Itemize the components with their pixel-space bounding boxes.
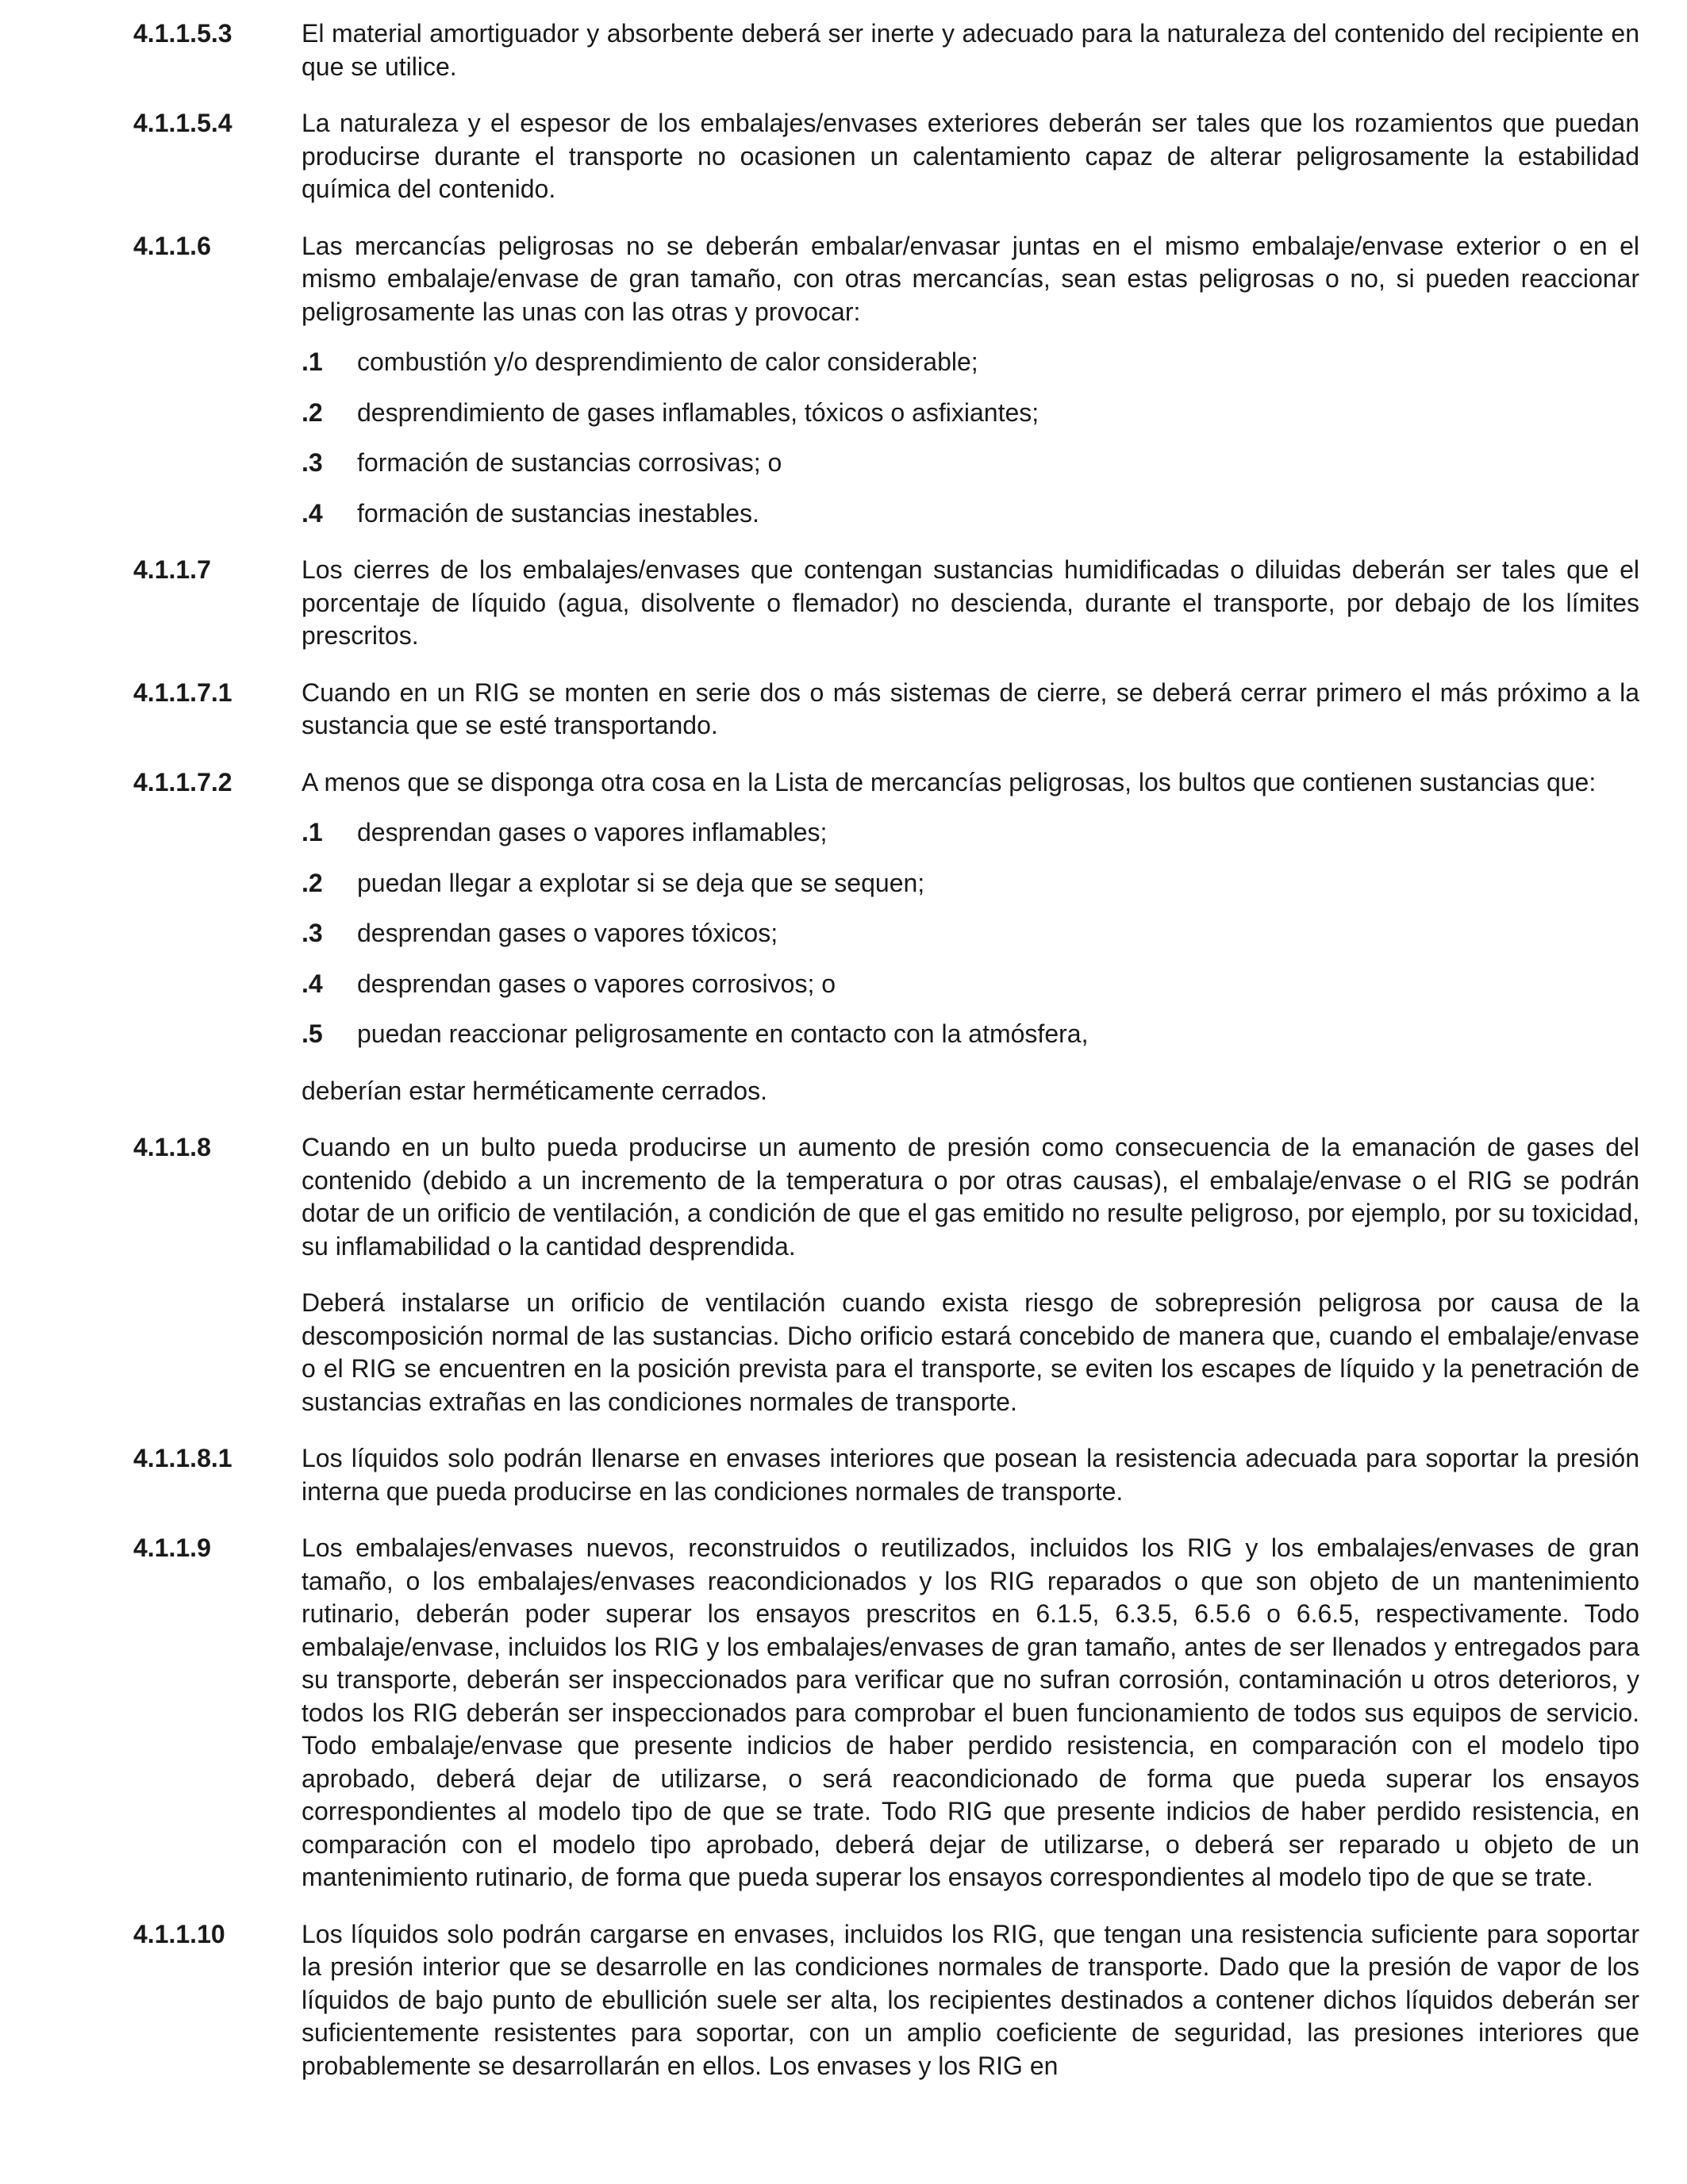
enumerated-list: [302, 346, 1639, 530]
clause-4-1-1-10: [133, 1918, 1639, 2083]
list-item-text: formación de sustancias corrosivas; o: [357, 448, 782, 477]
clause-body: [302, 1131, 1639, 1418]
list-item: [302, 816, 1639, 850]
clause-body: [302, 1532, 1639, 1894]
list-item-number: .5: [302, 1019, 323, 1048]
clause-number: 4.1.1.5.4: [133, 109, 232, 137]
clause-body: [302, 766, 1639, 1108]
clause-paragraph: El material amortiguador y absorbente deberá ser inerte y adecuado para la naturaleza del contenido del recipiente en que se utilice.: [302, 19, 1639, 81]
clause-paragraph: Las mercancías peligrosas no se deberán embalar/envasar juntas en el mismo embalaje/envase exterior o en el mismo embalaje/envase de gran tamaño, con otras mercancías, sean estas peligrosas o no, si pueden reaccionar peligrosamente las unas con las otras y provocar:: [302, 231, 1639, 326]
list-item-number: .2: [302, 397, 323, 427]
enumerated-list: [302, 816, 1639, 1051]
clause-number: 4.1.1.10: [133, 1919, 225, 1948]
clause-4-1-1-7-2: [133, 766, 1639, 1108]
list-item-number: .4: [302, 498, 323, 528]
clause-number: 4.1.1.8.1: [133, 1444, 232, 1472]
clause-body: [302, 1442, 1639, 1508]
clause-4-1-1-9: [133, 1532, 1639, 1894]
clause-4-1-1-6: [133, 230, 1639, 531]
clause-body: [302, 17, 1639, 83]
list-item: [302, 867, 1639, 900]
list-item-text: desprendan gases o vapores inflamables;: [357, 818, 828, 846]
clause-4-1-1-8-1: [133, 1442, 1639, 1508]
clause-paragraph: Los líquidos solo podrán llenarse en envases interiores que posean la resistencia adecuada para soportar la presión interna que pueda producirse en las condiciones normales de transporte.: [302, 1444, 1639, 1506]
clause-closing-text: deberían estar herméticamente cerrados.: [302, 1076, 767, 1105]
list-item: [302, 397, 1639, 430]
list-item-number: .3: [302, 448, 323, 477]
clause-body: [302, 677, 1639, 743]
list-item-text: desprendan gases o vapores corrosivos; o: [357, 969, 836, 998]
clause-number: 4.1.1.7.2: [133, 767, 232, 796]
clause-4-1-1-7: [133, 554, 1639, 653]
list-item: [302, 447, 1639, 480]
list-item-text: desprendimiento de gases inflamables, tóxicos o asfixiantes;: [357, 397, 1039, 427]
clause-body: [302, 230, 1639, 531]
clause-body: [302, 554, 1639, 653]
list-item: [302, 346, 1639, 379]
list-item-text: desprendan gases o vapores tóxicos;: [357, 919, 778, 947]
clause-number: 4.1.1.7: [133, 555, 211, 584]
list-item-number: .4: [302, 969, 323, 998]
clause-body: [302, 107, 1639, 206]
clause-number: 4.1.1.9: [133, 1533, 211, 1562]
list-item-number: .1: [302, 347, 323, 376]
clause-number: 4.1.1.8: [133, 1133, 211, 1161]
list-item-text: puedan llegar a explotar si se deja que se sequen;: [357, 868, 925, 897]
clause-4-1-1-5-3: [133, 17, 1639, 83]
clause-paragraph: Cuando en un RIG se monten en serie dos o más sistemas de cierre, se deberá cerrar primero el más próximo a la sustancia que se esté transportando.: [302, 677, 1639, 739]
list-item: [302, 968, 1639, 1001]
list-item: [302, 497, 1639, 531]
clause-paragraph: Los embalajes/envases nuevos, reconstruidos o reutilizados, incluidos los RIG y los embalajes/envases de gran tamaño, o los embalajes/envases reacondicionados y los RIG reparados o que son objeto de un mantenimiento rutinario, deberán poder superar los ensayos prescritos en 6.1.5, 6.3.5, 6.5.6 o 6.6.5, respectivamente. Todo embalaje/envase, incluidos los RIG y los embalajes/envases de gran tamaño, antes de ser llenados y entregados para su transporte, deberán ser inspeccionados para verificar que no sufran corrosión, contaminación u otros deterioros, y todos los RIG deberán ser inspeccionados para comprobar el buen funcionamiento de todos sus equipos de servicio. Todo embalaje/envase que presente indicios de haber perdido resistencia, en comparación con el modelo tipo aprobado, deberá dejar de utilizarse, o será reacondicionado de forma que pueda superar los ensayos correspondientes al modelo tipo de que se trate. Todo RIG que presente indicios de haber perdido resistencia, en comparación con el modelo tipo aprobado, deberá dejar de utilizarse, o deberá ser reparado u objeto de un mantenimiento rutinario, de forma que pueda superar los ensayos correspondientes al modelo tipo de que se trate.: [302, 1533, 1639, 1891]
clause-4-1-1-5-4: [133, 107, 1639, 206]
list-item-text: combustión y/o desprendimiento de calor considerable;: [357, 347, 978, 376]
clause-4-1-1-8: [133, 1131, 1639, 1418]
clause-paragraph: Deberá instalarse un orificio de ventilación cuando exista riesgo de sobrepresión peligrosa por causa de la descomposición normal de las sustancias. Dicho orificio estará concebido de manera que, cuando el embalaje/envase o el RIG se encuentren en la posición prevista para el transporte, se eviten los escapes de líquido y la penetración de sustancias extrañas en las condiciones normales de transporte.: [302, 1288, 1639, 1416]
list-item: [302, 1018, 1639, 1051]
clause-body: [302, 1918, 1639, 2083]
clause-paragraph: Los cierres de los embalajes/envases que contengan sustancias humidificadas o diluidas deberán ser tales que el porcentaje de líquido (agua, disolvente o flemador) no descienda, durante el transporte, por debajo de los límites prescritos.: [302, 555, 1639, 650]
list-item-text: puedan reaccionar peligrosamente en contacto con la atmósfera,: [357, 1019, 1089, 1048]
clause-paragraph: Cuando en un bulto pueda producirse un aumento de presión como consecuencia de la emanación de gases del contenido (debido a un incremento de la temperatura o por otras causas), el embalaje/envase o el RIG se podrán dotar de un orificio de ventilación, a condición de que el gas emitido no resulte peligroso, por ejemplo, por su toxicidad, su inflamabilidad o la cantidad desprendida.: [302, 1133, 1639, 1261]
clause-number: 4.1.1.5.3: [133, 19, 232, 48]
list-item-number: .3: [302, 919, 323, 947]
clause-number: 4.1.1.7.1: [133, 677, 232, 707]
list-item: [302, 917, 1639, 950]
list-item-text: formación de sustancias inestables.: [357, 498, 759, 528]
clause-paragraph: La naturaleza y el espesor de los embalajes/envases exteriores deberán ser tales que los rozamientos que puedan producirse durante el transporte no ocasionen un calentamiento capaz de alterar peligrosamente la estabilidad química del contenido.: [302, 109, 1639, 203]
clause-paragraph: A menos que se disponga otra cosa en la Lista de mercancías peligrosas, los bultos que contienen sustancias que:: [302, 767, 1597, 796]
clause-number: 4.1.1.6: [133, 231, 211, 260]
clause-4-1-1-7-1: [133, 677, 1639, 743]
clause-paragraph: Los líquidos solo podrán cargarse en envases, incluidos los RIG, que tengan una resistencia suficiente para soportar la presión interior que se desarrolle en las condiciones normales de transporte. Dado que la presión de vapor de los líquidos de bajo punto de ebullición suele ser alta, los recipientes destinados a contener dichos líquidos deberán ser suficientemente resistentes para soportar, con un amplio coeficiente de seguridad, las presiones interiores que probablemente se desarrollarán en ellos. Los envases y los RIG en: [302, 1919, 1639, 2080]
list-item-number: .1: [302, 818, 323, 846]
list-item-number: .2: [302, 868, 323, 897]
